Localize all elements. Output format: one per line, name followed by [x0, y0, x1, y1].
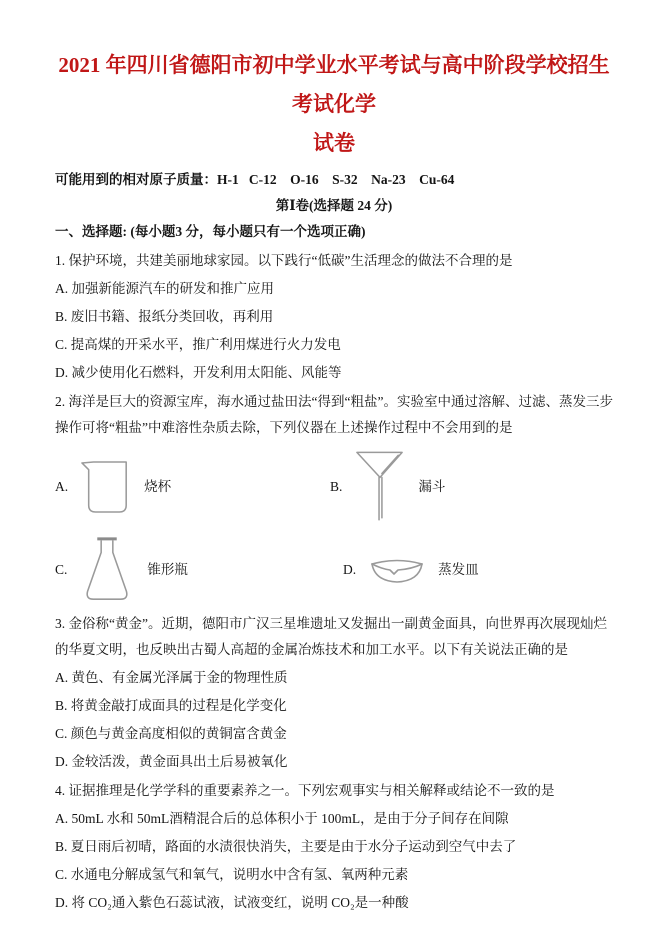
apparatus-c-label: C. [55, 562, 68, 577]
section1-header: 第Ⅰ卷(选择题 24 分) [275, 198, 393, 213]
question-4-option-d: D. 将 CO₂通入紫色石蕊试液，试液变红，说明 CO₂是一种酸 [55, 895, 409, 910]
apparatus-d-name: 蒸发皿 [438, 562, 479, 577]
question-4-stem: 4. 证据推理是化学学科的重要素养之一。下列宏观事实与相关解释或结论不一致的是 [55, 783, 555, 798]
question-1 [55, 248, 613, 386]
apparatus-b-label: B. [330, 479, 343, 494]
question-3-option-a: A. 黄色、有金属光泽属于金的物理性质 [55, 670, 288, 685]
question-1-option-b: B. 废旧书籍、报纸分类回收，再利用 [55, 309, 274, 324]
question-1-stem: 1. 保护环境，共建美丽地球家园。以下践行“低碳”生活理念的做法不合理的是 [55, 253, 513, 268]
apparatus-option-a [55, 449, 330, 525]
question-3-option-c: C. 颜色与黄金高度相似的黄铜富含黄金 [55, 726, 287, 741]
question-4-option-b: B. 夏日雨后初晴，路面的水渍很快消失，主要是由于水分子运动到空气中去了 [55, 839, 517, 854]
apparatus-option-c [55, 535, 330, 605]
page-title-line2: 试卷 [313, 131, 355, 155]
apparatus-b-name: 漏斗 [418, 479, 446, 494]
question-1-option-c: C. 提高煤的开采水平，推广利用煤进行火力发电 [55, 337, 341, 352]
question-4 [55, 778, 613, 916]
page-title [55, 46, 613, 163]
funnel-icon [355, 449, 405, 525]
conical-flask-icon [80, 535, 134, 605]
question-3-stem: 3. 金俗称“黄金”。近期，德阳市广汉三星堆遗址又发掘出一副黄金面具，向世界再次展现灿烂的华夏文明，也反映出古蜀人高超的金属冶炼技术和加工水平。以下有关说法正确的是 [55, 616, 607, 657]
apparatus-a-name: 烧杯 [144, 479, 172, 494]
question-3-option-d: D. 金较活泼，黄金面具出土后易被氧化 [55, 754, 288, 769]
evaporating-dish-icon [369, 555, 425, 585]
question-3 [55, 611, 613, 775]
question-2-apparatus-grid [55, 449, 613, 605]
question-4-option-a: A. 50mL 水和 50mL酒精混合后的总体积小于 100mL，是由于分子间存在间隙 [55, 811, 509, 826]
question-3-option-b: B. 将黄金敲打成面具的过程是化学变化 [55, 698, 287, 713]
apparatus-d-label: D. [343, 562, 357, 577]
apparatus-c-name: 锥形瓶 [147, 562, 188, 577]
question-1-option-d: D. 减少使用化石燃料，开发利用太阳能、风能等 [55, 365, 342, 380]
apparatus-a-label: A. [55, 479, 69, 494]
part1-heading: 一、选择题: (每小题3 分，每小题只有一个选项正确) [55, 224, 366, 239]
question-4-option-c: C. 水通电分解成氢气和氧气，说明水中含有氢、氧两种元素 [55, 867, 409, 882]
apparatus-option-b [330, 449, 613, 525]
question-1-option-a: A. 加强新能源汽车的研发和推广应用 [55, 281, 274, 296]
question-2 [55, 389, 613, 605]
question-2-stem: 2. 海洋是巨大的资源宝库，海水通过盐田法“得到“粗盐”。实验室中通过溶解、过滤、蒸发三步操作可将“粗盐”中难溶性杂质去除，下列仪器在上述操作过程中不会用到的是 [55, 394, 613, 435]
beaker-icon [81, 456, 131, 518]
page-title-line1: 2021 年四川省德阳市初中学业水平考试与高中阶段学校招生考试化学 [58, 53, 610, 116]
apparatus-option-d [330, 535, 613, 605]
relative-atomic-masses: 可能用到的相对原子质量：H-1 C-12 O-16 S-32 Na-23 Cu-64 [55, 172, 455, 187]
